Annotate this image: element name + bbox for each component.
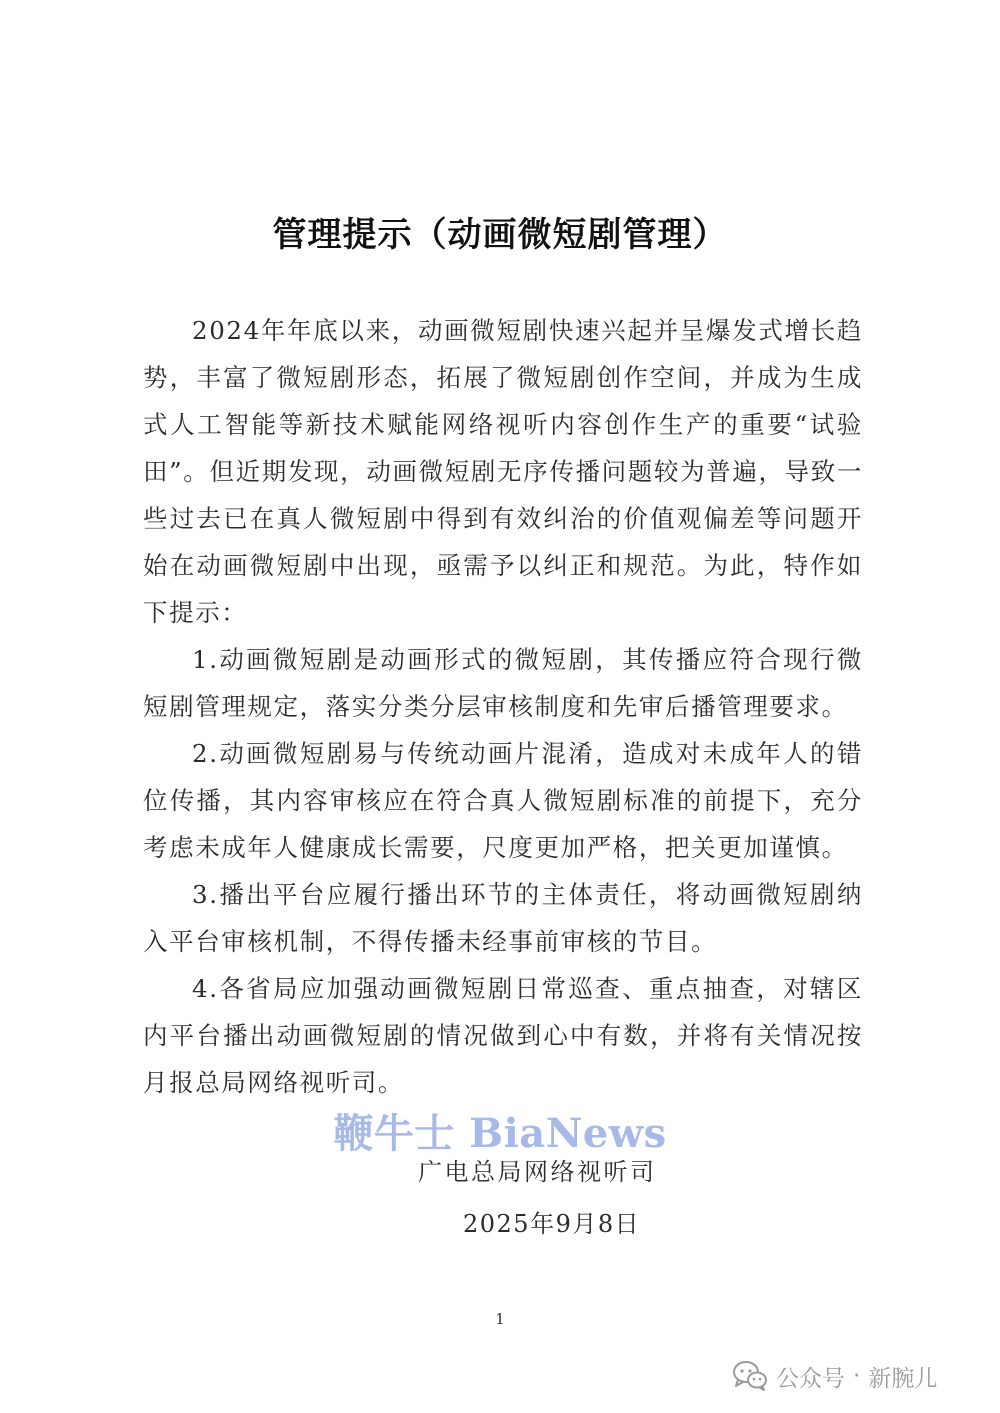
document-body	[143, 307, 863, 1106]
wechat-account-footer[interactable]	[732, 1358, 937, 1394]
footer-account-name: 新腕儿	[868, 1365, 938, 1392]
wechat-icon	[732, 1360, 768, 1392]
page-number: 1	[495, 1310, 505, 1328]
item-paragraph-3: 3.播出平台应履行播出环节的主体责任，将动画微短剧纳入平台审核机制，不得传播未经事前审核的节目。	[143, 880, 863, 956]
document-title: 管理提示（动画微短剧管理）	[272, 215, 728, 255]
item-paragraph-2: 2.动画微短剧易与传统动画片混淆，造成对未成年人的错位传播，其内容审核应在符合真人微短剧标准的前提下，充分考虑未成年人健康成长需要，尺度更加严格，把关更加谨慎。	[143, 739, 863, 862]
issuer-signature: 广电总局网络视听司	[418, 1158, 657, 1186]
item-paragraph-1: 1.动画微短剧是动画形式的微短剧，其传播应符合现行微短剧管理规定，落实分类分层审核制度和先审后播管理要求。	[143, 645, 863, 721]
footer-separator: ·	[853, 1363, 861, 1389]
item-paragraph-4: 4.各省局应加强动画微短剧日常巡查、重点抽查，对辖区内平台播出动画微短剧的情况做到心中有数，并将有关情况按月报总局网络视听司。	[143, 974, 863, 1097]
footer-platform-label: 公众号	[776, 1365, 845, 1392]
issue-date: 2025年9月8日	[463, 1210, 641, 1238]
intro-paragraph: 2024年年底以来，动画微短剧快速兴起并呈爆发式增长趋势，丰富了微短剧形态，拓展了微短剧创作空间，并成为生成式人工智能等新技术赋能网络视听内容创作生产的重要“试验田”。但近期发现，动画微短剧无序传播问题较为普遍，导致一些过去已在真人微短剧中得到有效纠治的价值观偏差等问题开始在动画微短剧中出现，亟需予以纠正和规范。为此，特作如下提示：	[143, 316, 863, 627]
bianews-watermark: 鞭牛士 BiaNews	[333, 1110, 667, 1157]
